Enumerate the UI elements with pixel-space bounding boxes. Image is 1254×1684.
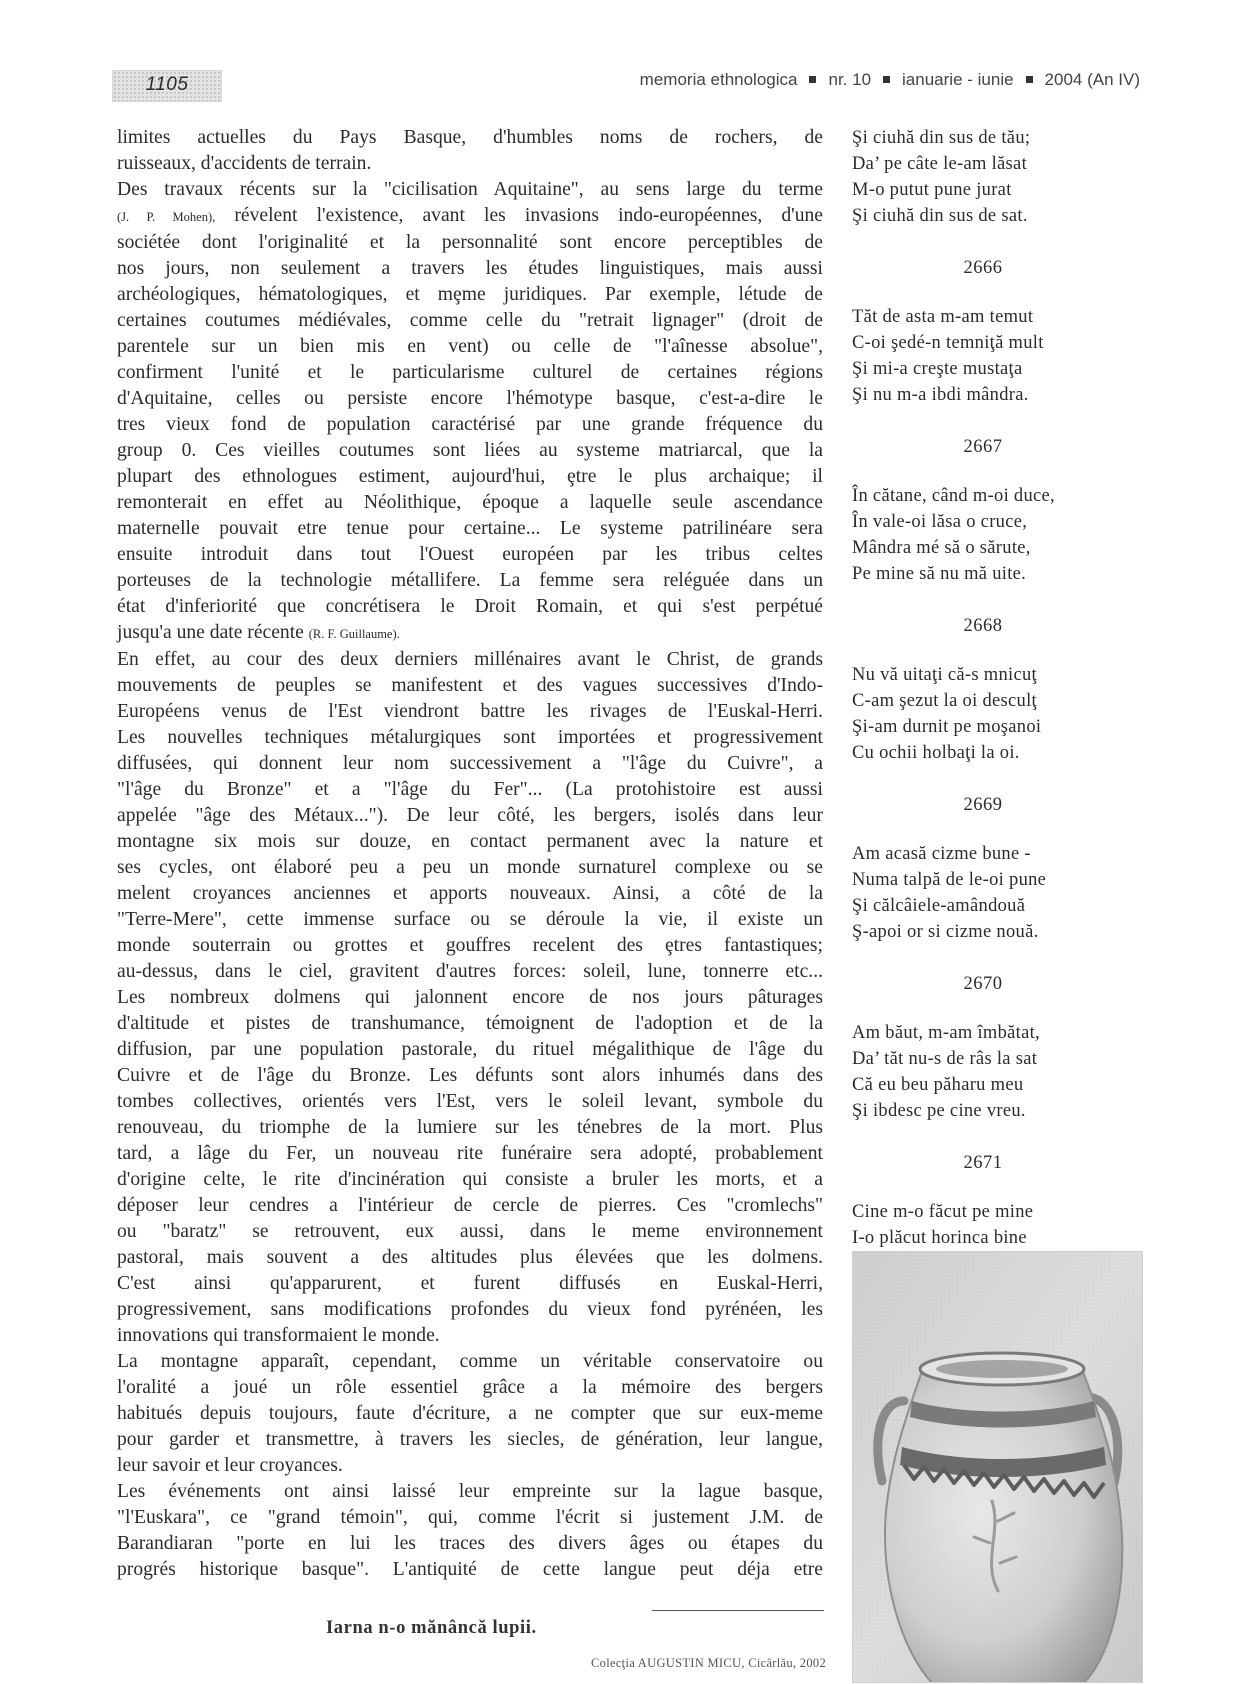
verse-line: Şi ibdesc pe cine vreu. xyxy=(852,1101,1026,1121)
verse-line: Am băut, m-am îmbătat, xyxy=(852,1023,1040,1043)
text-line: archéologiques, hématologiques, et mȩme juridiques. Par exemple, létude de xyxy=(117,284,823,305)
text-line: C'est ainsi qu'apparurent, et furent diffusés en Euskal-Herri, xyxy=(117,1273,823,1294)
text-line: diffusion, par une population pastorale, du rituel mégalithique de l'âge du xyxy=(117,1039,823,1060)
verse-line: Cine m-o făcut pe mine xyxy=(852,1202,1034,1222)
text-line: parentele sur un bien mis en vent) ou celle de "l'aînesse absolue", xyxy=(117,336,823,357)
text-line: diffusées, qui donnent leur nom successivement a "l'âge du Cuivre", a xyxy=(117,753,823,774)
citation: (R. F. Guillaume). xyxy=(308,627,400,641)
text-line: ruisseaux, d'accidents de terrain. xyxy=(117,153,372,174)
verse-line: C-am şezut la oi desculţ xyxy=(852,691,1037,711)
poem-number: 2666 xyxy=(963,258,1003,278)
text-line: l'oralité a joué un rôle essentiel grâce a la mémoire des bergers xyxy=(117,1377,823,1398)
poem-stanza xyxy=(852,1199,1114,1251)
text-line: tombes collectives, orientés vers l'Est, vers le soleil levant, symbole du xyxy=(117,1091,823,1112)
article-paragraph xyxy=(117,647,823,1349)
separator-square-icon xyxy=(883,76,890,83)
poem-column xyxy=(852,125,1114,1251)
page-number: 1105 xyxy=(145,74,189,95)
text-line: jusqu'a une date récente (R. F. Guillaume). xyxy=(117,622,400,643)
verse-line: Pe mine să nu mă uite. xyxy=(852,564,1027,584)
text-line: (J. P. Mohen), révelent l'existence, avant les invasions indo-européennes, d'une xyxy=(117,205,823,226)
article-paragraph xyxy=(117,125,823,177)
text-line: limites actuelles du Pays Basque, d'humbles noms de rochers, de xyxy=(117,127,823,148)
text-line: Cuivre et de l'âge du Bronze. Les défunts sont alors inhumés dans des xyxy=(117,1065,823,1086)
text-line: ses cycles, ont élaboré peu a peu un monde surnaturel complexe ou se xyxy=(117,857,823,878)
page-number-box xyxy=(112,70,222,102)
text-line: d'altitude et pistes de transhumance, témoignent de l'adoption et de la xyxy=(117,1013,823,1034)
text-line: pour garder et transmettre, à travers les siecles, de génération, leur langue, xyxy=(117,1429,823,1450)
verse-line: Şi nu m-a ibdi mândra. xyxy=(852,385,1029,405)
text-line: déposer leur cendres a l'intérieur de cercle de pierres. Ces "cromlechs" xyxy=(117,1195,823,1216)
jar-illustration xyxy=(852,1251,1143,1683)
text-line: confirment l'unité et le particularisme culturel de certaines régions xyxy=(117,362,823,383)
text-line: certaines coutumes médiévales, comme celle du "retrait lignager" (droit de xyxy=(117,310,823,331)
poem-stanza xyxy=(852,1020,1114,1124)
text-line: maternelle pouvait etre tenue pour certaine... Le systeme patrilinéare sera xyxy=(117,518,823,539)
text-line: d'origine celte, le rite d'incinération qui consiste a bruler les morts, et a xyxy=(117,1169,823,1190)
text-line: leur savoir et leur croyances. xyxy=(117,1455,343,1476)
citation: (J. P. Mohen), xyxy=(117,210,216,224)
text-line: "Terre-Mere", cette immense surface ou se déroule la vie, il existe un xyxy=(117,909,823,930)
journal-title: memoria ethnologica xyxy=(639,70,798,89)
ceramic-jar-photo xyxy=(852,1251,1143,1683)
footer-quote: Iarna n-o mănâncă lupii. xyxy=(326,1618,537,1638)
text-line: Les nombreux dolmens qui jalonnent encore de nos jours pâturages xyxy=(117,987,823,1008)
poem-number: 2669 xyxy=(963,795,1003,815)
verse-line: Am acasă cizme bune - xyxy=(852,844,1031,864)
text-line: Européens venus de l'Est viendront battre les rivages de l'Euskal-Herri. xyxy=(117,701,823,722)
collection-credit: Colecţia AUGUSTIN MICU, Cicârlău, 2002 xyxy=(591,1656,826,1670)
verse-line: Mândra mé să o sărute, xyxy=(852,538,1031,558)
article-paragraph xyxy=(117,1479,823,1583)
verse-line: Cu ochii holbaţi la oi. xyxy=(852,743,1020,763)
text-line: sociétée dont l'originalité et la personnalité sont encore perceptibles de xyxy=(117,232,823,253)
text-line: remonterait en effet au Néolithique, époque a laquelle seule ascendance xyxy=(117,492,823,513)
verse-line: Şi mi-a creşte mustaţa xyxy=(852,359,1023,379)
text-line: nos jours, non seulement a travers les études linguistiques, mais aussi xyxy=(117,258,823,279)
verse-line: Şi călcâiele-amândouă xyxy=(852,896,1026,916)
text-line: état d'inferiorité que concrétisera le Droit Romain, et qui s'est perpétué xyxy=(117,596,823,617)
poem-number: 2668 xyxy=(963,616,1003,636)
text-line: plupart des ethnologues estiment, aujourd'hui, ȩtre le plus archaique; il xyxy=(117,466,823,487)
text-line: ou "baratz" se retrouvent, eux aussi, dans le meme environnement xyxy=(117,1221,823,1242)
text-line: melent croyances anciennes et apports nouveaux. Ainsi, a côté de la xyxy=(117,883,823,904)
text-line: pastoral, mais souvent a des altitudes plus élevées que les dolmens. xyxy=(117,1247,823,1268)
verse-line: M-o putut pune jurat xyxy=(852,180,1012,200)
poem-stanza xyxy=(852,304,1114,408)
text-line: La montagne apparaît, cependant, comme un véritable conservatoire ou xyxy=(117,1351,823,1372)
issue-period: ianuarie - iunie xyxy=(902,70,1014,89)
separator-square-icon xyxy=(809,76,816,83)
verse-line: Da’ pe câte le-am lăsat xyxy=(852,154,1028,174)
text-line: porteuses de la technologie métallifere. La femme sera reléguée dans un xyxy=(117,570,823,591)
poem-stanza xyxy=(852,662,1114,766)
issue-year: 2004 (An IV) xyxy=(1044,70,1140,89)
article-paragraph xyxy=(117,1349,823,1479)
text-line: "l'âge du Bronze" et a "l'âge du Fer"... (La protohistoire est aussi xyxy=(117,779,823,800)
poem-number: 2670 xyxy=(963,974,1003,994)
verse-line: Şi-am durnit pe moşanoi xyxy=(852,717,1042,737)
poem-number: 2667 xyxy=(963,437,1003,457)
text-line: progressivement, sans modifications profondes du vieux fond pyrénéen, les xyxy=(117,1299,823,1320)
verse-line: Nu vă uitaţi că-s mnicuţ xyxy=(852,665,1037,685)
text-line: monde souterrain ou grottes et gouffres recelent des ȩtres fantastiques; xyxy=(117,935,823,956)
running-header xyxy=(640,70,1140,90)
footnote-divider xyxy=(652,1610,824,1611)
verse-line: Numa talpă de le-oi pune xyxy=(852,870,1047,890)
text-line: renouveau, du triomphe de la lumiere sur les ténebres de la mort. Plus xyxy=(117,1117,823,1138)
text-line: innovations qui transformaient le monde. xyxy=(117,1325,440,1346)
text-line: d'Aquitaine, celles ou persiste encore l'hémotype basque, c'est-a-dire le xyxy=(117,388,823,409)
text-line: au-dessus, dans le ciel, gravitent d'autres forces: soleil, lune, tonnerre etc... xyxy=(117,961,823,982)
text-line: "l'Euskara", ce "grand témoin", qui, comme l'écrit si justement J.M. de xyxy=(117,1507,823,1528)
text-line: habitués depuis toujours, faute d'écriture, a ne compter que sur eux-meme xyxy=(117,1403,823,1424)
verse-line: Şi ciuhă din sus de sat. xyxy=(852,206,1028,226)
text-line: appelée "âge des Métaux..."). De leur côté, les bergers, isolés dans leur xyxy=(117,805,823,826)
verse-line: C-oi şedé-n temniţă mult xyxy=(852,333,1044,353)
poem-stanza xyxy=(852,841,1114,945)
text-line: montagne six mois sur douze, en contact permanent avec la nature et xyxy=(117,831,823,852)
text-line: Les événements ont ainsi laissé leur empreinte sur la lague basque, xyxy=(117,1481,823,1502)
article-paragraph xyxy=(117,177,823,647)
jar-mouth xyxy=(936,1360,1068,1378)
text-line: tres vieux fond de population caractérisé par une grande fréquence du xyxy=(117,414,823,435)
text-line: tard, a lâge du Fer, un nouveau rite funéraire sera adopté, probablement xyxy=(117,1143,823,1164)
text-line: Les nouvelles techniques métalurgiques sont importées et progressivement xyxy=(117,727,823,748)
verse-line: Şi ciuhă din sus de tău; xyxy=(852,128,1031,148)
issue-number: nr. 10 xyxy=(828,70,872,89)
verse-line: Ş-apoi or si cizme nouă. xyxy=(852,922,1039,942)
verse-line: I-o plăcut horinca bine xyxy=(852,1228,1027,1248)
verse-line: În cătane, când m-oi duce, xyxy=(852,486,1055,506)
text-line: En effet, au cour des deux derniers millénaires avant le Christ, de grands xyxy=(117,649,823,670)
text-line: group 0. Ces vieilles coutumes sont liées au systeme matriarcal, que la xyxy=(117,440,823,461)
separator-square-icon xyxy=(1026,76,1033,83)
text-line: Barandiaran "porte en lui les traces des divers âges ou étapes du xyxy=(117,1533,823,1554)
verse-line: Da’ tăt nu-s de râs la sat xyxy=(852,1049,1038,1069)
poem-number: 2671 xyxy=(963,1153,1003,1173)
text-line: progrés historique basque". L'antiquité de cette langue peut déja etre xyxy=(117,1559,823,1580)
text-line: ensuite introduit dans tout l'Ouest européen par les tribus celtes xyxy=(117,544,823,565)
text-line: mouvements de peuples se manifestent et des vagues successives d'Indo- xyxy=(117,675,823,696)
poem-stanza xyxy=(852,483,1114,587)
article-body xyxy=(117,125,823,1583)
verse-line: Tăt de asta m-am temut xyxy=(852,307,1034,327)
verse-line: Că eu beu păharu meu xyxy=(852,1075,1024,1095)
verse-line: În vale-oi lăsa o cruce, xyxy=(852,512,1028,532)
text-line: Des travaux récents sur la "cicilisation Aquitaine", au sens large du terme xyxy=(117,179,823,200)
poem-stanza xyxy=(852,125,1114,229)
